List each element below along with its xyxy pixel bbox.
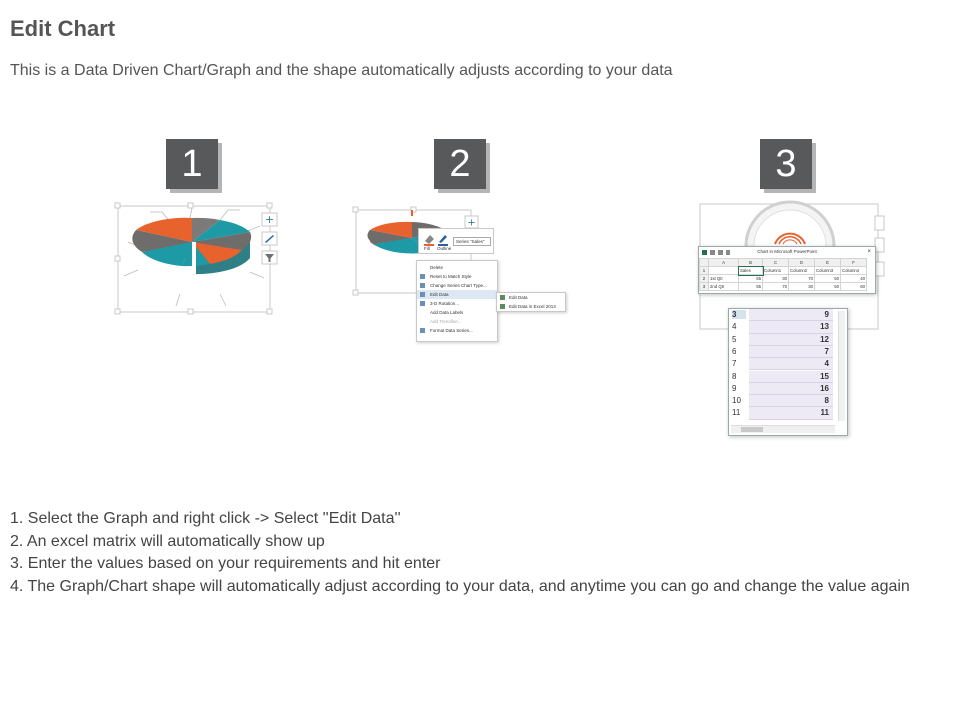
cell[interactable]: 40 <box>841 275 867 283</box>
submenu-item-edit-in-excel[interactable]: Edit Data in Excel 2013 <box>497 302 565 311</box>
format-icon <box>420 328 425 333</box>
excel-window[interactable] <box>698 246 876 294</box>
list-item[interactable]: 5 12 <box>729 334 847 346</box>
menu-item-3d-rotation[interactable]: 3-D Rotation... <box>417 299 497 308</box>
fill-outline-icons[interactable] <box>421 231 451 247</box>
close-icon[interactable]: × <box>867 249 871 255</box>
cell[interactable]: 50 <box>815 283 841 291</box>
list-item[interactable]: 10 8 <box>729 395 847 407</box>
step2-context-panel[interactable] <box>350 200 570 345</box>
table-row <box>700 275 867 283</box>
excel-window-title: Chart in Microsoft PowerPoint <box>757 249 817 254</box>
pie-chart-3d[interactable] <box>110 202 290 317</box>
cell[interactable]: 30 <box>789 283 815 291</box>
edit-data-submenu[interactable] <box>496 292 566 312</box>
menu-item-change-chart-type[interactable]: Change Series Chart Type... <box>417 281 497 290</box>
instruction-1: 1. Select the Graph and right click -> Select ''Edit Data'' <box>10 510 401 527</box>
reset-icon <box>420 274 425 279</box>
rotation-icon <box>420 301 425 306</box>
list-item[interactable]: 9 16 <box>729 383 847 395</box>
cell[interactable]: 65 <box>739 275 763 283</box>
excel-grid[interactable] <box>699 258 867 291</box>
step3-excel-panel[interactable] <box>695 198 885 440</box>
cell[interactable]: 70 <box>763 283 789 291</box>
cell[interactable]: 2nd Qtr <box>709 283 739 291</box>
chart-type-icon <box>420 283 425 288</box>
row-header[interactable]: 2 <box>700 275 709 283</box>
series-dropdown[interactable] <box>453 237 491 246</box>
outline-label[interactable]: Outline <box>437 246 452 251</box>
step-badge-3: 3 <box>760 139 812 189</box>
column-header-e[interactable]: E <box>815 259 841 267</box>
row-header[interactable]: 1 <box>700 267 709 275</box>
svg-text:+: + <box>467 217 476 229</box>
step-badge-1: 1 <box>166 139 218 189</box>
column-header-f[interactable]: F <box>841 259 867 267</box>
list-item[interactable]: 7 4 <box>729 358 847 370</box>
horizontal-scrollbar[interactable] <box>731 425 835 433</box>
cell[interactable]: Column3 <box>815 267 841 275</box>
chart-side-buttons[interactable] <box>262 213 277 264</box>
excel-icon <box>500 304 505 309</box>
cell[interactable]: 30 <box>763 275 789 283</box>
svg-text:+: + <box>264 213 275 226</box>
menu-item-add-data-labels[interactable]: Add Data Labels <box>430 310 464 315</box>
instruction-2: 2. An excel matrix will automatically show up <box>10 532 325 550</box>
page-title: Edit Chart <box>10 16 116 41</box>
page-subtitle: This is a Data Driven Chart/Graph and the shape automatically adjusts according to your data <box>10 62 673 79</box>
column-header-a[interactable]: A <box>709 259 739 267</box>
step-badge-2: 2 <box>434 139 486 189</box>
table-row <box>700 267 867 275</box>
instruction-3: 3. Enter the values based on your requirements and hit enter <box>10 555 441 572</box>
cell[interactable]: Column4 <box>841 267 867 275</box>
mini-format-toolbar[interactable] <box>418 228 494 254</box>
cell[interactable]: Column2 <box>789 267 815 275</box>
menu-item-add-trendline[interactable]: Add Trendline... <box>430 319 462 324</box>
cell[interactable] <box>709 267 739 275</box>
menu-item-reset-style[interactable]: Reset to Match Style <box>417 272 497 281</box>
menu-item-edit-data[interactable]: Edit Data <box>417 290 497 299</box>
excel-column-view[interactable] <box>728 308 848 436</box>
pie-slices[interactable] <box>132 218 251 274</box>
cell[interactable]: 55 <box>739 283 763 291</box>
cell[interactable]: 50 <box>815 275 841 283</box>
scroll-thumb[interactable] <box>741 427 763 432</box>
table-row <box>700 283 867 291</box>
instruction-4: 4. The Graph/Chart shape will automatically adjust according to your data, and anytime you can go and change the value again <box>10 577 910 595</box>
submenu-item-edit-data[interactable]: Edit Data <box>497 293 565 302</box>
menu-item-delete[interactable]: Delete <box>430 265 444 270</box>
list-item[interactable]: 8 15 <box>729 371 847 383</box>
menu-item-format-series[interactable]: Format Data Series... <box>417 326 497 335</box>
list-item[interactable]: 4 13 <box>729 321 847 333</box>
fill-label[interactable]: Fill <box>424 246 430 251</box>
edit-data-icon <box>420 292 425 297</box>
list-item[interactable]: 11 11 <box>729 407 847 419</box>
column-header-d[interactable]: D <box>789 259 815 267</box>
sheet-icon <box>500 295 505 300</box>
instructions <box>10 508 940 598</box>
cell[interactable]: 1st Qtr <box>709 275 739 283</box>
vertical-scrollbar[interactable] <box>838 311 845 421</box>
cell[interactable]: Sales <box>739 267 763 275</box>
cell[interactable]: 70 <box>789 275 815 283</box>
cell[interactable]: 60 <box>841 283 867 291</box>
row-header[interactable]: 3 <box>700 283 709 291</box>
cell[interactable]: Column1 <box>763 267 789 275</box>
column-header-b[interactable]: B <box>739 259 763 267</box>
table-row <box>700 259 867 267</box>
series-dropdown-value: Series "Sales" <box>456 239 485 244</box>
step1-chart-panel[interactable] <box>110 202 290 317</box>
context-menu[interactable] <box>416 260 498 342</box>
column-header-c[interactable]: C <box>763 259 789 267</box>
list-item[interactable]: 3 9 <box>729 309 847 321</box>
list-item[interactable]: 6 7 <box>729 346 847 358</box>
